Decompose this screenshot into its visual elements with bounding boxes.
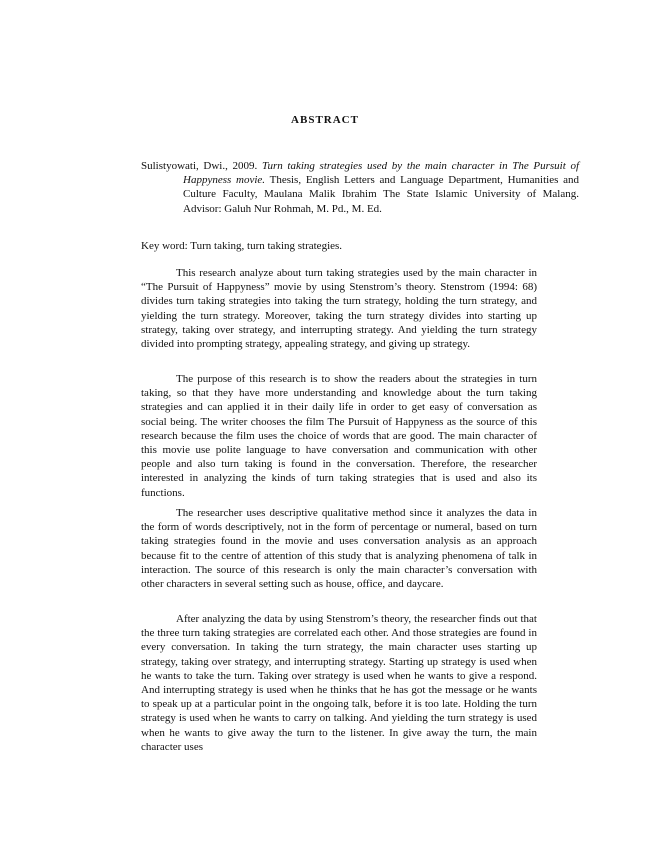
paragraph-1: This research analyze about turn taking strategies used by the main character in “The Pursuit of Happyness” movie by using Stenstrom’s theory. Stenstrom (1994: 68) divides turn taking strategies into taking the turn strategy, holding the turn strategy, and yielding the turn strategy. Moreover, taking the turn strategy divides into starting up strategy, taking over strategy, and interrupting strategy. And yielding the turn strategy divided into prompting strategy, appealing strategy, and giving up strategy. xyxy=(141,267,537,351)
abstract-title: ABSTRACT xyxy=(291,114,359,126)
paragraph-2: The purpose of this research is to show the readers about the strategies in turn taking, so that they have more understanding and knowledge about the turn taking strategies and can applied it in their daily life in order to get easy of conversation as social being. The writer chooses the film The Pursuit of Happyness as the source of this research because the film uses the choice of words that are good. The main character of this movie use polite language to have conversation and communication with other people and also turn taking is found in the conversation. Therefore, the researcher interested in analyzing the kinds of turn taking strategies that is used and also its functions. xyxy=(141,373,537,499)
paragraph-3: The researcher uses descriptive qualitative method since it analyzes the data in the form of words descriptively, not in the form of percentage or numeral, based on turn taking strategies found in the movie and uses conversation analysis as an approach because fit to the centre of attention of this study that is analyzing phenomena of talk in interaction. The source of this research is only the main character’s conversation with other characters in several setting such as house, office, and daycare. xyxy=(141,507,537,591)
citation-details: Thesis, English Letters and Language Department, Humanities and Culture Faculty, Maulana Malik Ibrahim The State Islamic University of Malang. Advisor: Galuh Nur Rohmah, M. Pd., M. Ed. xyxy=(183,174,579,215)
citation-work-title: Turn taking strategies used by the main character in The Pursuit of Happyness movie. xyxy=(183,160,579,187)
citation xyxy=(141,159,579,216)
citation-author: Sulistyowati, Dwi., 2009. xyxy=(141,160,262,172)
paragraph-4: After analyzing the data by using Stenstrom’s theory, the researcher finds out that the three turn taking strategies are correlated each other. And those strategies are found in every conversation. In taking the turn strategy, the main character uses starting up strategy, taking over strategy, and interrupting strategy. Starting up strategy is used when he wants to take the turn. Taking over strategy is used when he wants to give a respond. And interrupting strategy is used when he thinks that he has got the message or he wants to speak up at a particular point in the ongoing talk, before it is too late. Holding the turn strategy is used when he wants to carry on talking. And yielding the turn strategy is used when he wants to give away the turn to the listener. In give away the turn, the main character uses xyxy=(141,613,537,753)
keywords: Key word: Turn taking, turn taking strategies. xyxy=(141,240,343,252)
